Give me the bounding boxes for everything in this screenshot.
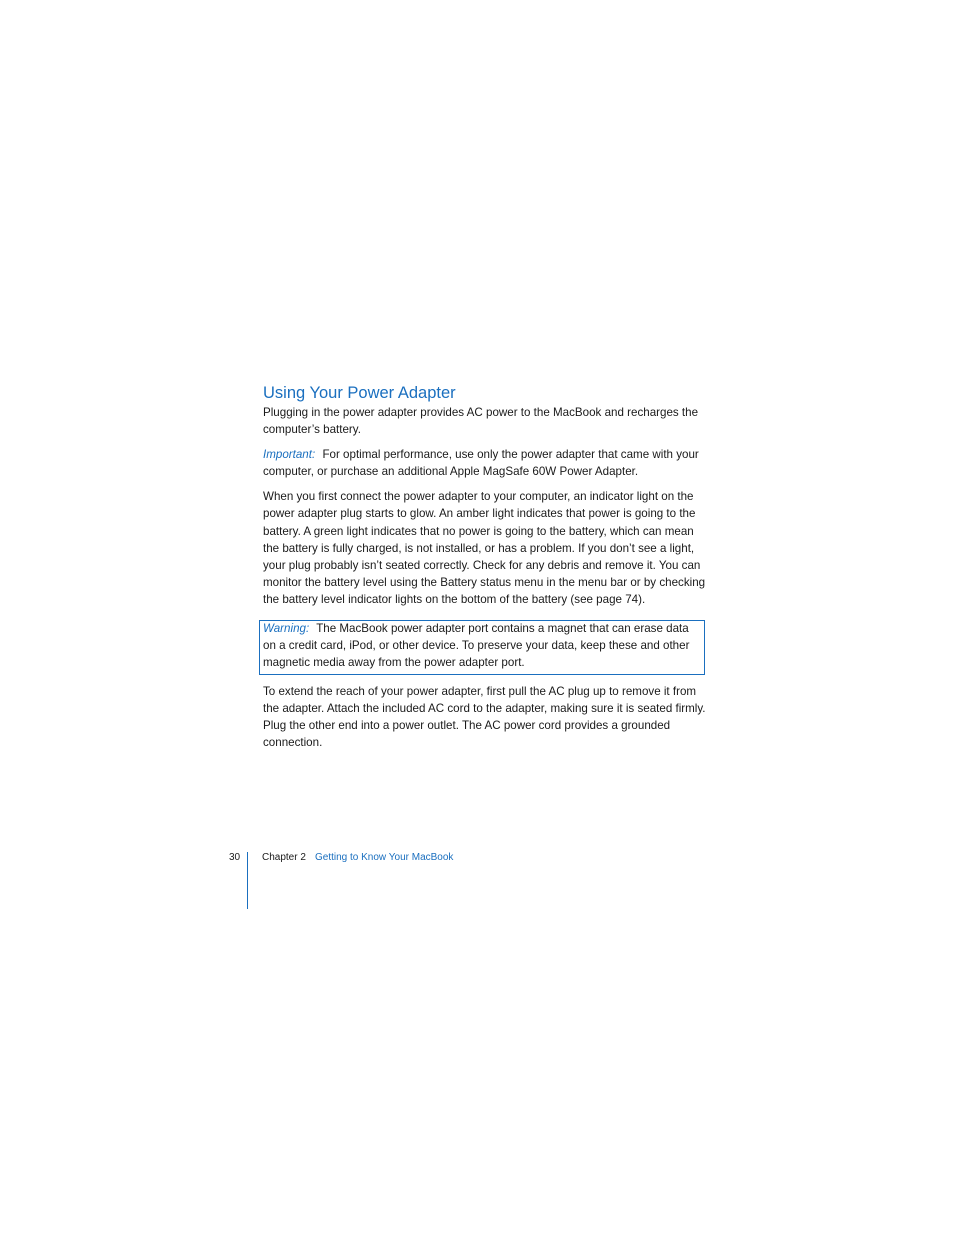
warning-note bbox=[263, 620, 703, 671]
warning-label: Warning: bbox=[263, 622, 310, 635]
main-content bbox=[263, 382, 708, 608]
footer-chapter-title: Getting to Know Your MacBook bbox=[315, 852, 454, 863]
footer-divider bbox=[247, 852, 248, 909]
warning-text: The MacBook power adapter port contains a magnet that can erase data on a credit card, iPod, or other device. To preserve your data, keep these and other magnetic media away from the power adapter port. bbox=[263, 622, 690, 670]
page-number: 30 bbox=[229, 852, 241, 863]
important-label: Important: bbox=[263, 448, 316, 462]
indicator-paragraph: When you first connect the power adapter to your computer, an indicator light on the power adapter plug starts to glow. An amber light indicates that power is going to the battery. A green light indicates that no power is going to the battery, which can mean the battery is fully charged, is not installed, or has a problem. If you don’t see a light, your plug probably isn’t seated correctly. Check for any debris and remove it. You can monitor the battery level using the Battery status menu in the menu bar or by checking the battery level indicator lights on the bottom of the battery (see page 74). bbox=[263, 490, 706, 606]
footer-chapter: Chapter 2 bbox=[262, 852, 306, 863]
important-text: For optimal performance, use only the power adapter that came with your computer, or purchase an additional Apple MagSafe 60W Power Adapter. bbox=[263, 448, 699, 479]
extend-paragraph: To extend the reach of your power adapter, first pull the AC plug up to remove it from the adapter. Attach the included AC cord to the adapter, making sure it is seated firmly. Plug the other end into a power outlet. The AC power cord provides a grounded connection. bbox=[263, 685, 706, 750]
intro-paragraph: Plugging in the power adapter provides AC power to the MacBook and recharges the computer’s battery. bbox=[263, 406, 699, 437]
section-title: Using Your Power Adapter bbox=[263, 384, 456, 402]
important-note bbox=[263, 446, 708, 480]
